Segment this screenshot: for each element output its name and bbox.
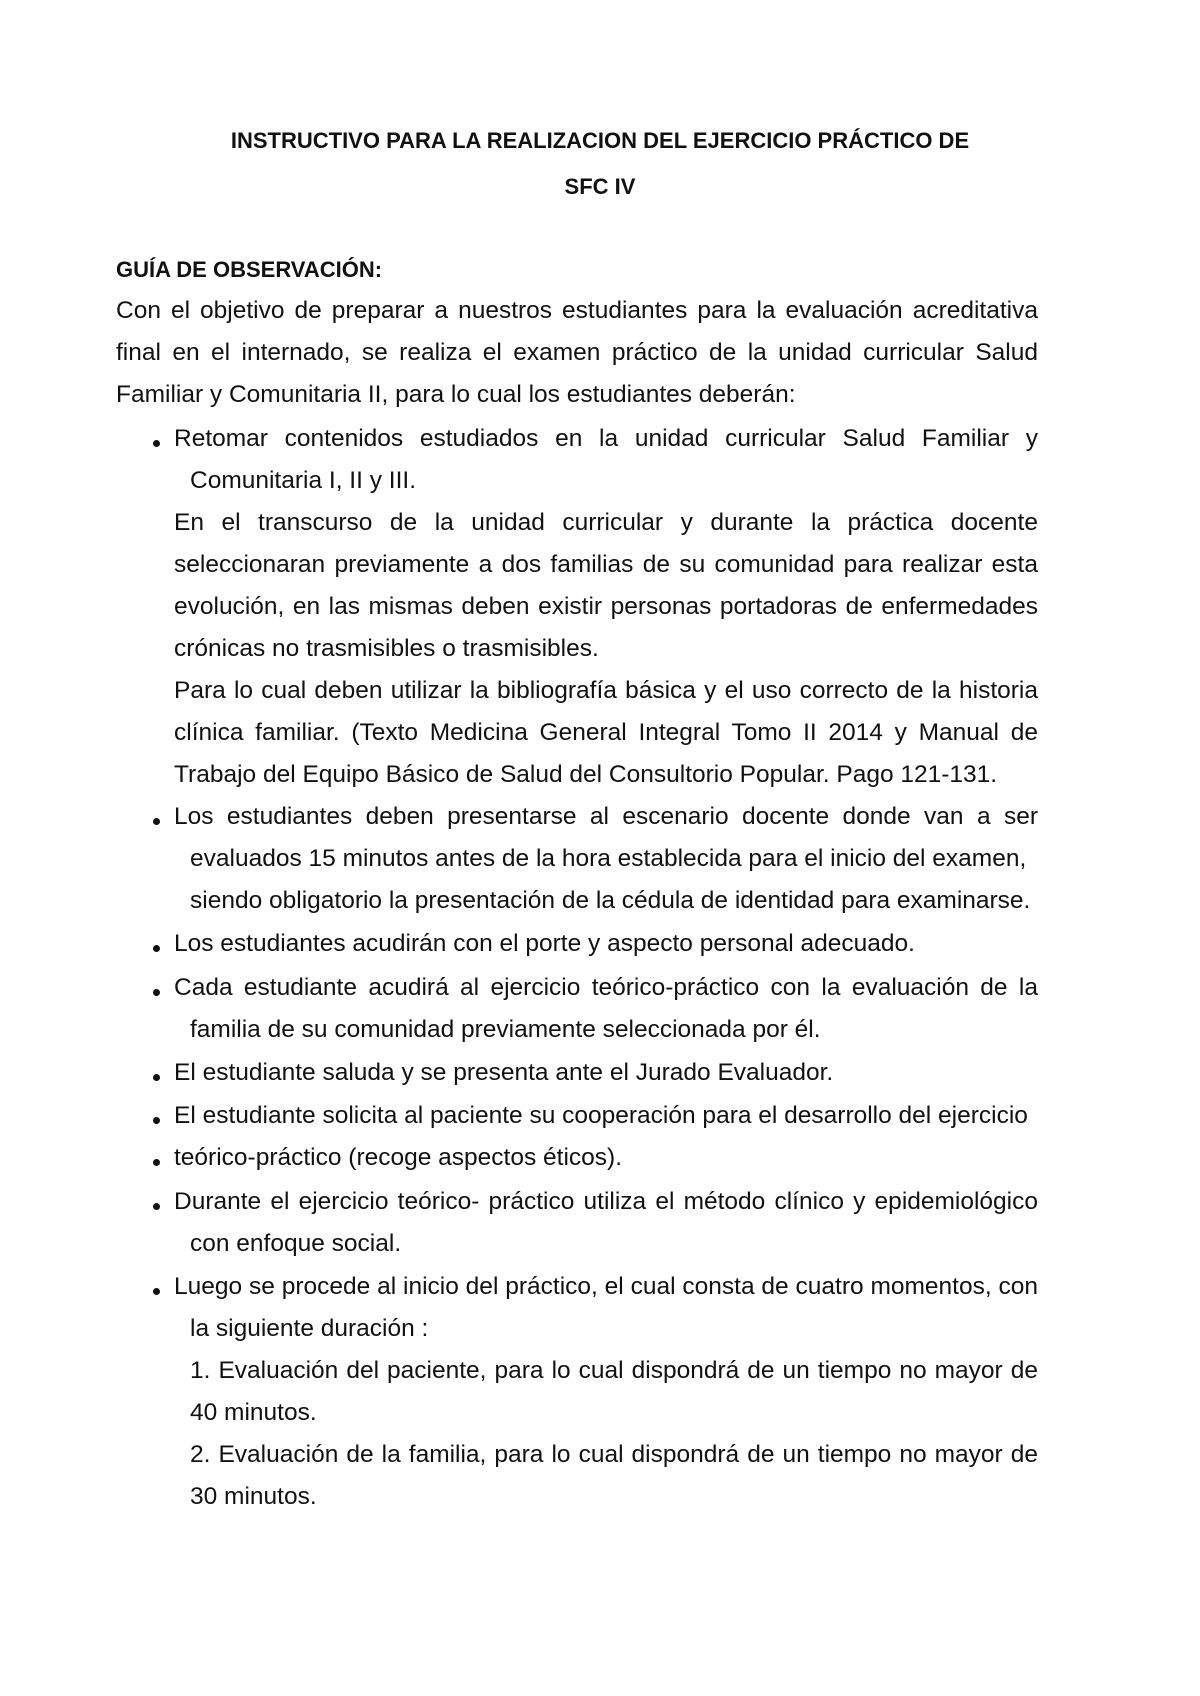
bullet-icon	[153, 818, 160, 825]
list-item-line: Retomar contenidos estudiados en la unidad curricular Salud Familiar y	[174, 425, 1038, 452]
list-item-line: teórico-práctico (recoge aspectos éticos).	[174, 1144, 622, 1171]
list-item-line: Comunitaria I, II y III.	[190, 467, 417, 494]
list-item-line: la siguiente duración :	[190, 1315, 429, 1342]
bullet-icon	[153, 1203, 160, 1210]
numbered-item-line: 1. Evaluación del paciente, para lo cual dispondrá de un tiempo no mayor de	[190, 1357, 1038, 1384]
list-item-line: con enfoque social.	[190, 1230, 402, 1257]
list-item-line: Luego se procede al inicio del práctico, el cual consta de cuatro momentos, con	[174, 1273, 1038, 1300]
bullet-icon	[153, 1159, 160, 1166]
bullet-icon	[153, 1288, 160, 1295]
bullet-icon	[153, 440, 160, 447]
list-item-line: siendo obligatorio la presentación de la cédula de identidad para examinarse.	[190, 887, 1031, 914]
list-item-line: Cada estudiante acudirá al ejercicio teórico-práctico con la evaluación de la	[174, 974, 1038, 1001]
numbered-item-line: 30 minutos.	[190, 1483, 317, 1510]
document-title-line-2: SFC IV	[564, 174, 636, 199]
document-title-line-1: INSTRUCTIVO PARA LA REALIZACION DEL EJERCICIO PRÁCTICO DE	[230, 128, 970, 153]
intro-line: final en el internado, se realiza el examen práctico de la unidad curricular Salud	[116, 339, 1038, 366]
section-heading: GUÍA DE OBSERVACIÓN:	[116, 257, 383, 282]
list-item-line: evaluados 15 minutos antes de la hora establecida para el inicio del examen,	[190, 845, 1027, 872]
list-item-line: El estudiante saluda y se presenta ante el Jurado Evaluador.	[174, 1059, 834, 1086]
paragraph-line: seleccionaran previamente a dos familias de su comunidad para realizar esta	[174, 551, 1038, 578]
paragraph-line: Para lo cual deben utilizar la bibliografía básica y el uso correcto de la historia	[174, 677, 1038, 704]
bullet-icon	[153, 989, 160, 996]
intro-line: Familiar y Comunitaria II, para lo cual los estudiantes deberán:	[116, 381, 796, 408]
intro-line: Con el objetivo de preparar a nuestros estudiantes para la evaluación acreditativa	[116, 297, 1038, 324]
numbered-item-line: 2. Evaluación de la familia, para lo cual dispondrá de un tiempo no mayor de	[190, 1441, 1038, 1468]
numbered-item-line: 40 minutos.	[190, 1399, 317, 1426]
list-item-line: Durante el ejercicio teórico- práctico utiliza el método clínico y epidemiológico	[174, 1188, 1038, 1215]
list-item-line: Los estudiantes deben presentarse al escenario docente donde van a ser	[174, 803, 1038, 830]
bullet-icon	[153, 1117, 160, 1124]
paragraph-line: evolución, en las mismas deben existir personas portadoras de enfermedades	[174, 593, 1038, 620]
list-item-line: Los estudiantes acudirán con el porte y aspecto personal adecuado.	[174, 930, 915, 957]
paragraph-line: En el transcurso de la unidad curricular y durante la práctica docente	[174, 509, 1038, 536]
bullet-icon	[153, 945, 160, 952]
list-item-line: familia de su comunidad previamente seleccionada por él.	[190, 1016, 821, 1043]
paragraph-line: crónicas no trasmisibles o trasmisibles.	[174, 635, 599, 662]
list-item-line: El estudiante solicita al paciente su cooperación para el desarrollo del ejercicio	[174, 1102, 1028, 1129]
bullet-icon	[153, 1074, 160, 1081]
paragraph-line: clínica familiar. (Texto Medicina General Integral Tomo II 2014 y Manual de	[174, 719, 1038, 746]
paragraph-line: Trabajo del Equipo Básico de Salud del Consultorio Popular. Pago 121-131.	[174, 761, 998, 788]
